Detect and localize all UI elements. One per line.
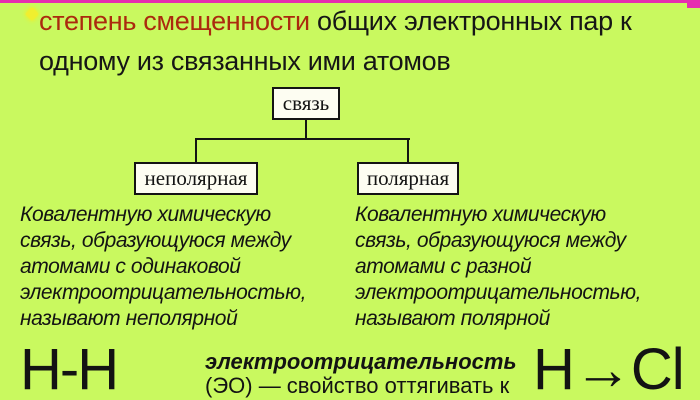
definition-polar bbox=[355, 202, 641, 332]
note-definition: (ЭО) — свойство оттягивать к bbox=[205, 373, 510, 398]
electronegativity-note bbox=[205, 350, 517, 398]
title-line2: одному из связанных ими атомов bbox=[39, 46, 451, 76]
tree-connector-left-drop bbox=[195, 138, 197, 164]
definition-line: атомами с одинаковой bbox=[20, 255, 241, 278]
definition-line: связь, образующуюся между bbox=[20, 229, 291, 252]
tree-connector-horizontal bbox=[195, 138, 410, 140]
tree-node-polar: полярная bbox=[357, 162, 459, 195]
definition-line: Ковалентную химическую bbox=[20, 203, 271, 226]
bullet-icon bbox=[25, 7, 39, 21]
tree-node-nonpolar: неполярная bbox=[134, 162, 258, 195]
note-term: электроотрицательность bbox=[205, 349, 517, 374]
definition-line: связь, образующуюся между bbox=[355, 229, 626, 252]
definition-nonpolar bbox=[20, 202, 306, 332]
tree-connector-stem bbox=[305, 120, 307, 140]
tree-connector-right-drop bbox=[407, 138, 409, 164]
page-title bbox=[39, 1, 679, 81]
formula-h-h: H-H bbox=[20, 337, 118, 400]
definition-line: электроотрицательностью, bbox=[355, 281, 642, 304]
tree-node-root: связь bbox=[272, 87, 340, 120]
definition-line: Ковалентную химическую bbox=[355, 203, 606, 226]
definition-line: называют полярной bbox=[355, 307, 550, 330]
title-highlight: степень смещенности bbox=[39, 6, 310, 36]
top-border-corner bbox=[687, 0, 700, 8]
definition-line: электроотрицательностью, bbox=[20, 281, 307, 304]
definition-line: атомами с разной bbox=[355, 255, 532, 278]
title-rest: общих электронных пар к bbox=[317, 6, 632, 36]
formula-h-cl: H→Cl bbox=[533, 337, 684, 400]
definition-line: называют неполярной bbox=[20, 307, 238, 330]
